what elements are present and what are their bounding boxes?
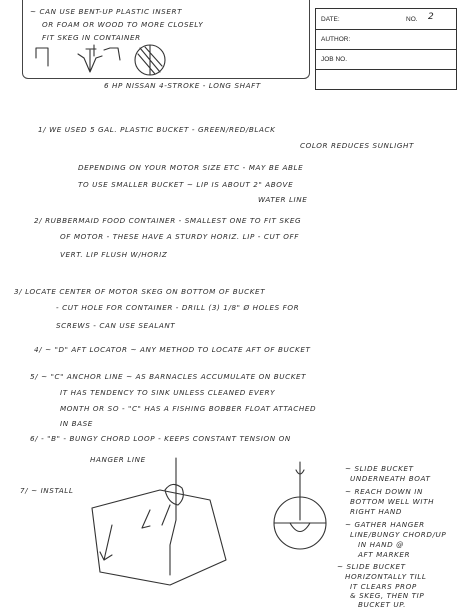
step5-line2: IT HAS TENDENCY TO SINK UNLESS CLEANED EVERY bbox=[60, 388, 276, 397]
install-note-12: IT CLEARS PROP bbox=[350, 582, 417, 591]
note-top-2: OR FOAM OR WOOD TO MORE CLOSELY bbox=[42, 20, 204, 29]
step1-line2: COLOR REDUCES SUNLIGHT bbox=[300, 141, 415, 150]
note-top-3: FIT SKEG IN CONTAINER bbox=[42, 33, 141, 42]
step1-line3: DEPENDING ON YOUR MOTOR SIZE ETC - MAY BE ABLE bbox=[78, 163, 304, 172]
no-value: 2 bbox=[428, 12, 434, 22]
no-label: NO. bbox=[406, 16, 418, 23]
container-hatch bbox=[138, 45, 162, 75]
step7-label: 7/ ~ INSTALL bbox=[20, 486, 74, 495]
bungy-line bbox=[162, 505, 170, 525]
insert-lip bbox=[86, 45, 96, 56]
install-note-1: ~ SLIDE BUCKET bbox=[345, 464, 414, 473]
step2-line1: 2/ RUBBERMAID FOOD CONTAINER - SMALLEST ONE TO FIT SKEG bbox=[34, 216, 302, 225]
install-note-4: BOTTOM WELL WITH bbox=[350, 497, 435, 506]
install-note-8: IN HAND @ bbox=[358, 540, 404, 549]
job-label: JOB NO. bbox=[321, 56, 348, 63]
install-note-10: ~ SLIDE BUCKET bbox=[337, 562, 406, 571]
step4-line1: 4/ ~ "D" AFT LOCATOR ~ ANY METHOD TO LOCATE AFT OF BUCKET bbox=[34, 345, 311, 354]
install-note-5: RIGHT HAND bbox=[350, 507, 402, 516]
date-label: DATE: bbox=[321, 16, 340, 23]
step3-line2: - CUT HOLE FOR CONTAINER - DRILL (3) 1/8" Ø HOLES FOR bbox=[56, 303, 300, 312]
install-note-6: ~ GATHER HANGER bbox=[345, 520, 425, 529]
step1-line4: TO USE SMALLER BUCKET ~ LIP IS ABOUT 2" ABOVE bbox=[78, 180, 294, 189]
install-note-7: LINE/BUNGY CHORD/UP bbox=[350, 530, 447, 539]
step2-line3: VERT. LIP FLUSH W/HORIZ bbox=[60, 250, 168, 259]
step6-line1: 6/ - "B" - BUNGY CHORD LOOP - KEEPS CONSTANT TENSION ON bbox=[30, 434, 291, 443]
step1-line5: WATER LINE bbox=[258, 195, 308, 204]
install-note-3: ~ REACH DOWN IN bbox=[345, 487, 423, 496]
step5-line3: MONTH OR SO - "C" HAS A FISHING BOBBER FLOAT ATTACHED bbox=[60, 404, 317, 413]
skeg-wedge bbox=[78, 50, 102, 72]
insert-bracket-left bbox=[36, 48, 48, 66]
author-label: AUTHOR: bbox=[321, 36, 351, 43]
motor-caption: 6 HP NISSAN 4-STROKE - LONG SHAFT bbox=[104, 81, 261, 90]
step6-line2: HANGER LINE bbox=[90, 455, 146, 464]
step5-line1: 5/ ~ "C" ANCHOR LINE ~ AS BARNACLES ACCUMULATE ON BUCKET bbox=[30, 372, 307, 381]
step2-line2: OF MOTOR - THESE HAVE A STURDY HORIZ. LIP - CUT OFF bbox=[60, 232, 299, 241]
hanger-line bbox=[170, 458, 176, 575]
install-note-13: & SKEG, THEN TIP bbox=[350, 591, 425, 600]
hull-outline bbox=[92, 490, 226, 585]
install-note-14: BUCKET UP. bbox=[358, 600, 407, 609]
hand-sketch bbox=[165, 484, 183, 505]
install-arrow-2 bbox=[142, 510, 150, 528]
insert-bracket-right bbox=[104, 48, 120, 60]
install-note-2: UNDERNEATH BOAT bbox=[350, 474, 431, 483]
install-note-11: HORIZONTALLY TILL bbox=[345, 572, 427, 581]
install-note-9: AFT MARKER bbox=[358, 550, 411, 559]
step5-line4: IN BASE bbox=[60, 419, 93, 428]
step1-line1: 1/ WE USED 5 GAL. PLASTIC BUCKET - GREEN/RED/BLACK bbox=[38, 125, 276, 134]
step3-line1: 3/ LOCATE CENTER OF MOTOR SKEG ON BOTTOM OF BUCKET bbox=[14, 287, 266, 296]
step3-line3: SCREWS - CAN USE SEALANT bbox=[56, 321, 176, 330]
note-top-1: ~ CAN USE BENT-UP PLASTIC INSERT bbox=[30, 7, 183, 16]
install-arrow bbox=[100, 525, 112, 560]
bucket-base bbox=[290, 523, 310, 532]
